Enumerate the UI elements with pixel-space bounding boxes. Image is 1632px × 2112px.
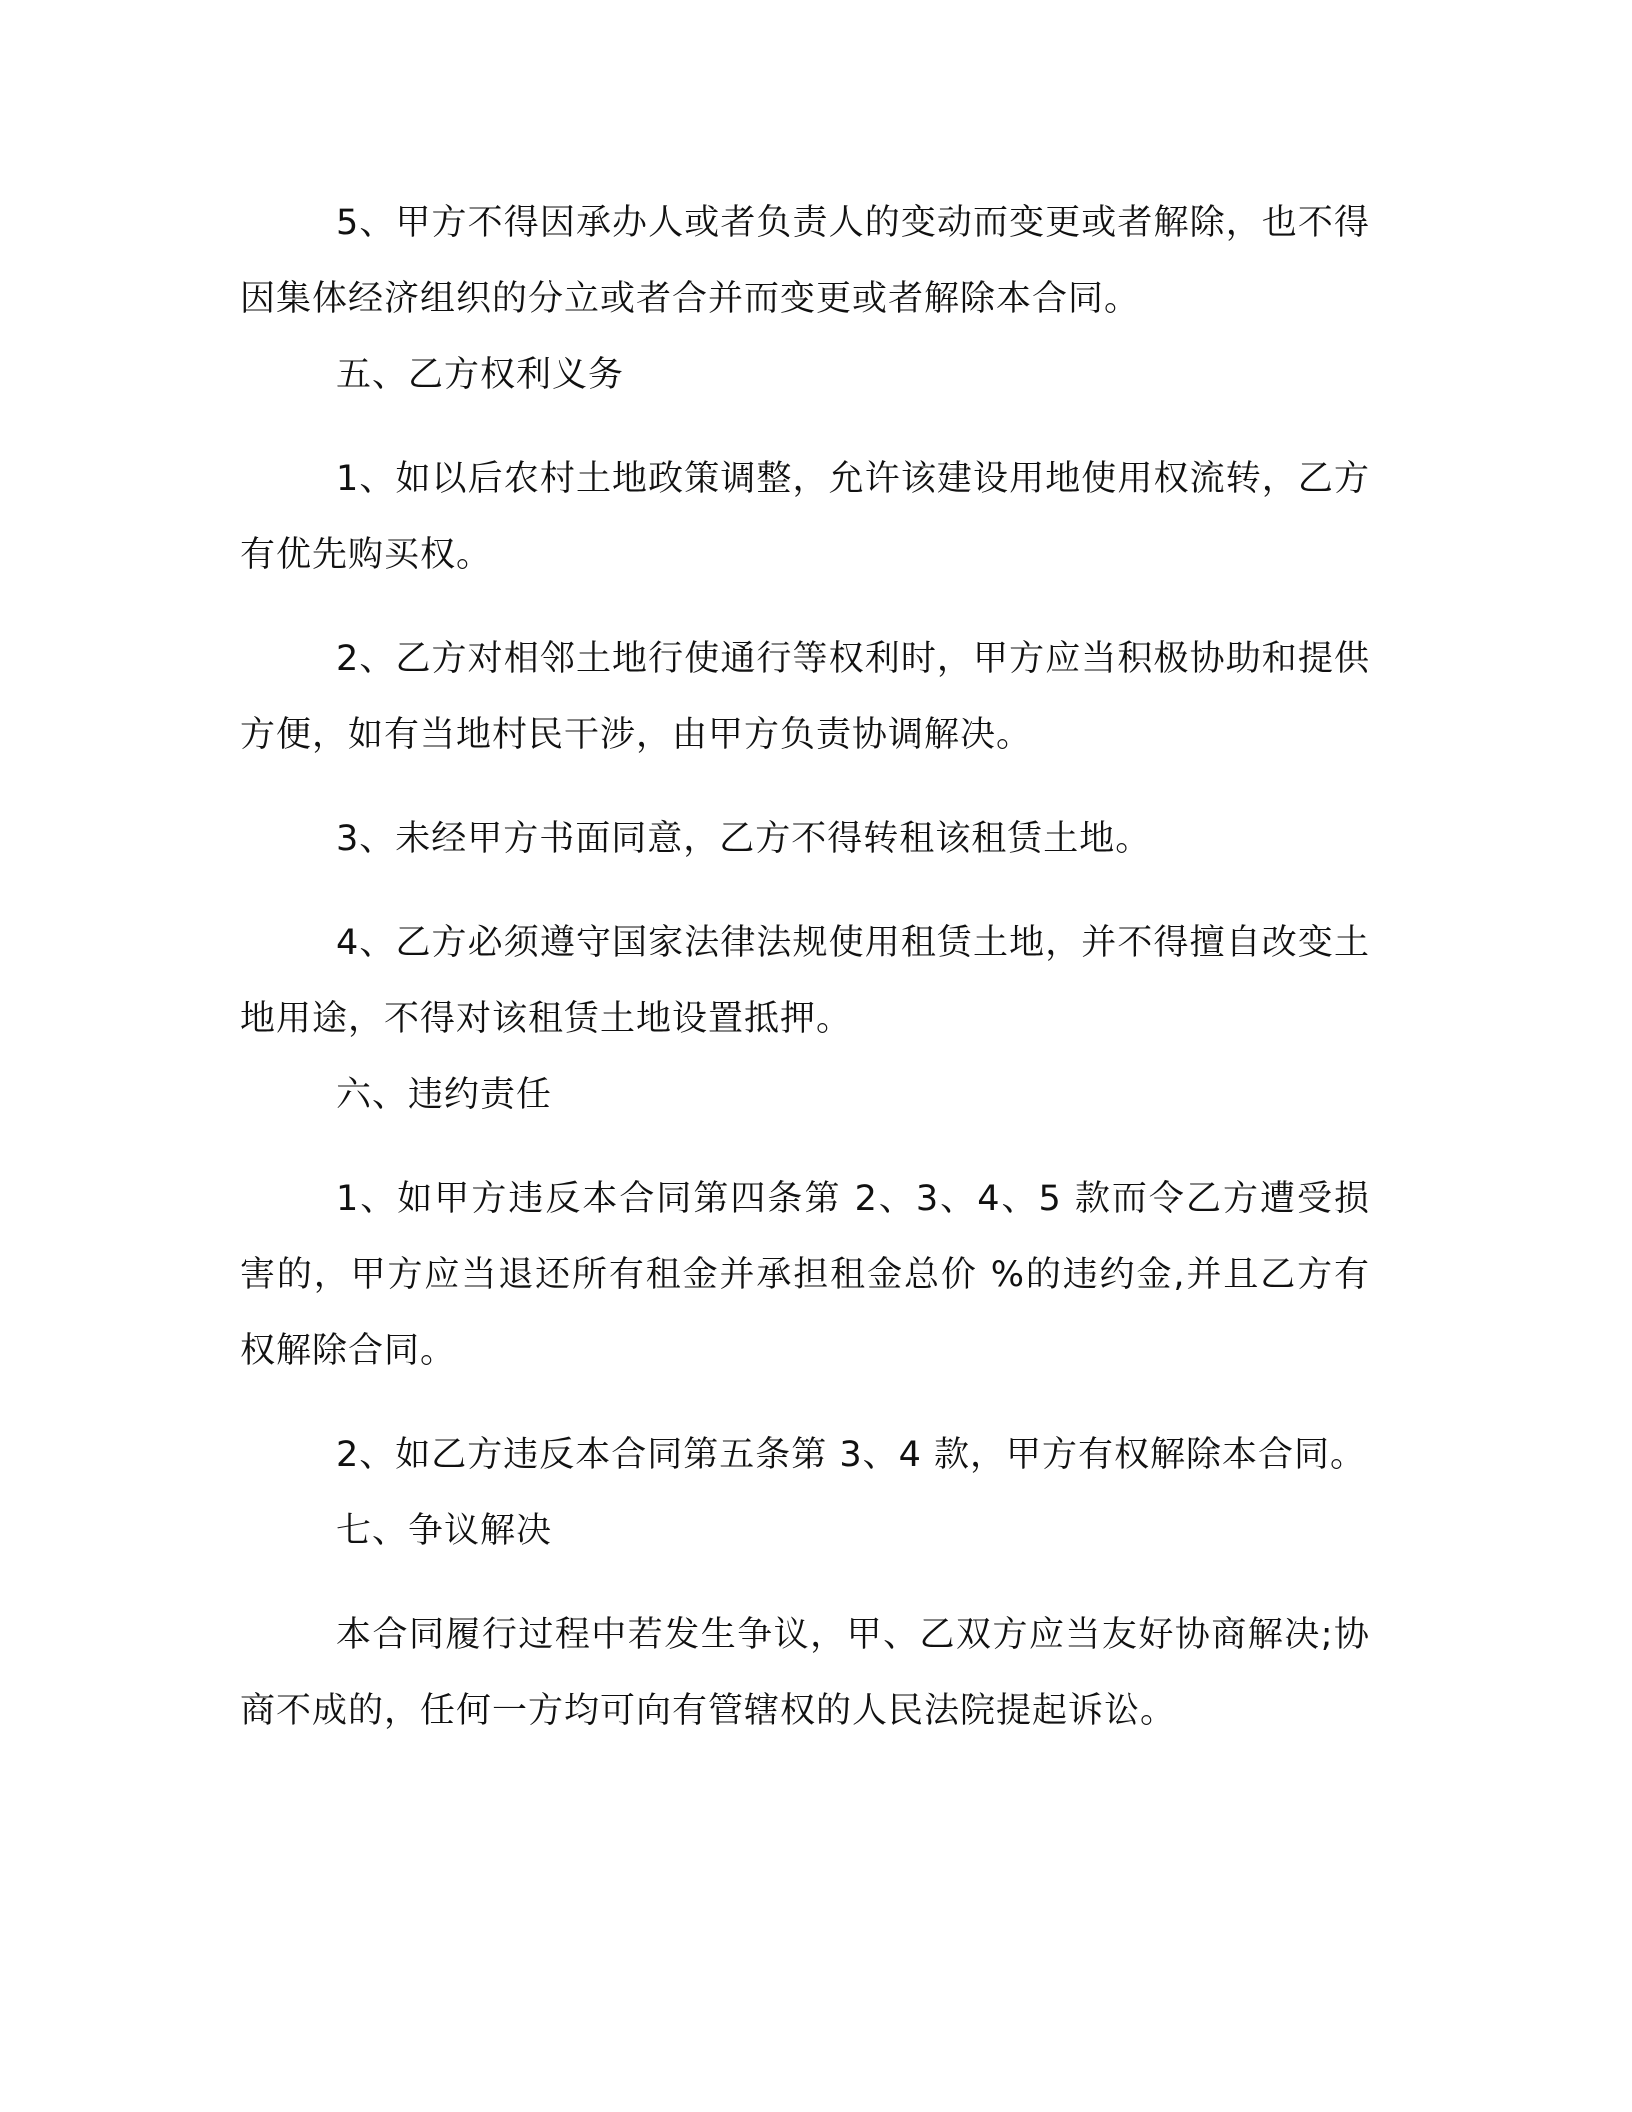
- clause-6-1: 1、如甲方违反本合同第四条第 2、3、4、5 款而令乙方遭受损害的，甲方应当退还所有租金并承担租金总价 %的违约金,并且乙方有权解除合同。: [240, 1179, 1370, 1371]
- document-body: [240, 185, 1370, 1749]
- section-heading-7: 七、争议解决: [336, 1511, 553, 1551]
- clause-5-1: 1、如以后农村土地政策调整，允许该建设用地使用权流转，乙方有优先购买权。: [240, 459, 1370, 575]
- clause-5-2: 2、乙方对相邻土地行使通行等权利时，甲方应当积极协助和提供方便，如有当地村民干涉，由甲方负责协调解决。: [240, 639, 1370, 755]
- section-heading-6: 六、违约责任: [336, 1075, 553, 1115]
- section-heading-5: 五、乙方权利义务: [336, 355, 625, 395]
- clause-7-text: 本合同履行过程中若发生争议，甲、乙双方应当友好协商解决;协商不成的，任何一方均可向有管辖权的人民法院提起诉讼。: [240, 1615, 1370, 1731]
- clause-5-4: 4、乙方必须遵守国家法律法规使用租赁土地，并不得擅自改变土地用途，不得对该租赁土地设置抵押。: [240, 923, 1370, 1039]
- clause-5-3: 3、未经甲方书面同意，乙方不得转租该租赁土地。: [336, 819, 1152, 859]
- clause-4-5: 5、甲方不得因承办人或者负责人的变动而变更或者解除，也不得因集体经济组织的分立或者合并而变更或者解除本合同。: [240, 203, 1370, 319]
- clause-6-2: 2、如乙方违反本合同第五条第 3、4 款，甲方有权解除本合同。: [336, 1435, 1367, 1475]
